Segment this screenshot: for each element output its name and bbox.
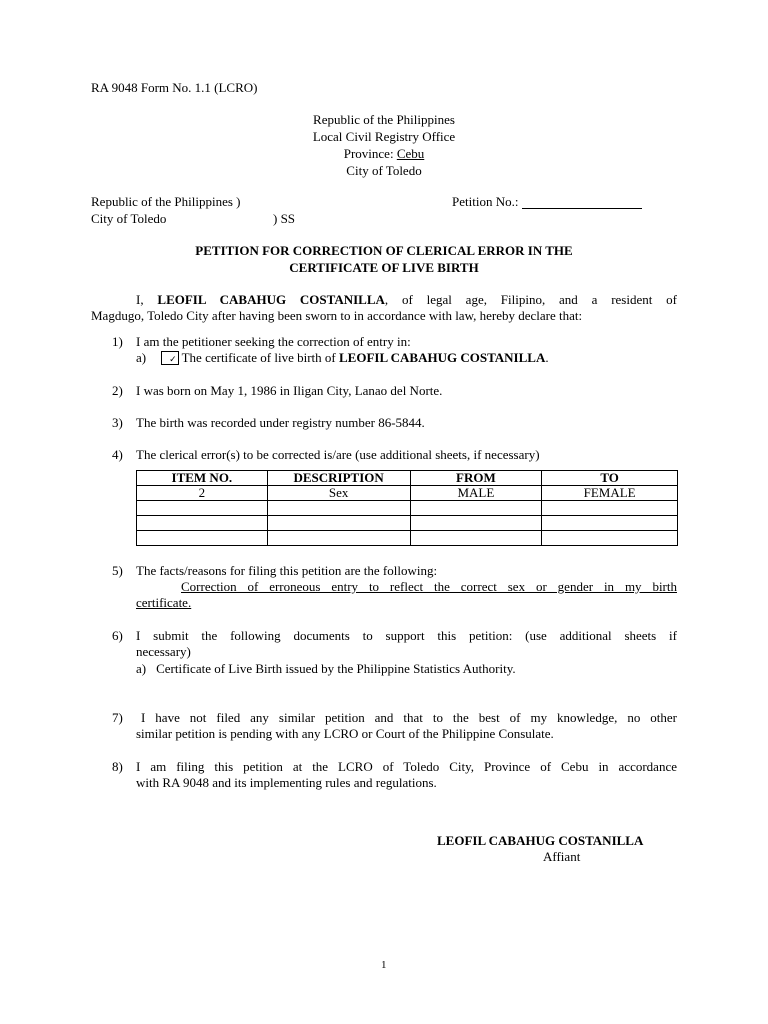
header-item-no: ITEM NO. (137, 471, 268, 486)
petition-number (452, 193, 642, 210)
item-1-number: 1) (112, 334, 123, 349)
venue-city: City of Toledo (91, 211, 167, 226)
header-city: City of Toledo (346, 163, 422, 178)
item-4-number: 4) (112, 447, 123, 462)
header-office: Local Civil Registry Office (312, 129, 456, 144)
venue-ss: ) SS (273, 211, 296, 226)
clerical-error-table (136, 470, 678, 546)
table-row (137, 531, 678, 546)
petition-title: PETITION FOR CORRECTION OF CLERICAL ERROR IN THE CERTIFICATE OF LIVE BIRTH (195, 243, 573, 275)
page-number: 1 (381, 959, 387, 971)
item-3-text: The birth was recorded under registry number 86-5844. (136, 415, 425, 430)
item-6a: a) Certificate of Live Birth issued by the Philippine Statistics Authority. (136, 661, 516, 676)
item-8-line-1: I am filing this petition at the LCRO of Toledo City, Province of Cebu in accordance (136, 759, 677, 774)
item-7-line-2: similar petition is pending with any LCRO or Court of the Philippine Consulate. (136, 726, 554, 741)
document-header (234, 111, 534, 179)
form-id: RA 9048 Form No. 1.1 (LCRO) (91, 80, 258, 95)
item-5-number: 5) (112, 563, 123, 578)
item-7-number: 7) (112, 710, 123, 725)
header-province: Province: Cebu (343, 146, 425, 161)
reason-line-2: certificate. (136, 595, 192, 610)
item-6-line-1: I submit the following documents to support this petition: (use additional sheets if (136, 628, 677, 643)
cell-description: Sex (267, 486, 410, 501)
item-8-line-2: with RA 9048 and its implementing rules and regulations. (136, 775, 437, 790)
province-value: Cebu (396, 146, 425, 161)
table-row (137, 486, 678, 501)
venue-line-1: Republic of the Philippines ) (91, 194, 241, 209)
petitioner-name: LEOFIL CABAHUG COSTANILLA (157, 292, 385, 307)
header-from: FROM (410, 471, 542, 486)
petition-number-label: Petition No.: (452, 194, 519, 209)
item-8-number: 8) (112, 759, 123, 774)
item-2-text: I was born on May 1, 1986 in Iligan City, Lanao del Norte. (136, 383, 443, 398)
intro-line-2: Magdugo, Toledo City after having been sworn to in accordance with law, hereby declare that: (91, 308, 583, 323)
petition-number-field[interactable] (522, 194, 642, 209)
table-header-row (137, 471, 678, 486)
item-1a: a) ✓ The certificate of live birth of LEOFIL CABAHUG COSTANILLA. (136, 350, 549, 365)
header-republic: Republic of the Philippines (313, 112, 455, 127)
item-3-number: 3) (112, 415, 123, 430)
cell-from: MALE (410, 486, 542, 501)
item-5-text: The facts/reasons for filing this petition are the following: (136, 563, 438, 578)
certificate-checkbox[interactable] (161, 351, 179, 365)
intro-line-1: I, LEOFIL CABAHUG COSTANILLA, of legal age, Filipino, and a resident of (136, 292, 677, 307)
table-row (137, 516, 678, 531)
header-to: TO (542, 471, 678, 486)
item-2-number: 2) (112, 383, 123, 398)
cell-item-no: 2 (137, 486, 268, 501)
item-6-line-2: necessary) (136, 644, 191, 659)
checkmark-icon: ✓ (169, 354, 177, 364)
item-7-line-1: I have not filed any similar petition and that to the best of my knowledge, no other (141, 710, 677, 725)
table-row (137, 501, 678, 516)
header-description: DESCRIPTION (267, 471, 410, 486)
affiant-label: Affiant (543, 849, 581, 864)
affiant-name: LEOFIL CABAHUG COSTANILLA (437, 833, 644, 848)
item-1-text: I am the petitioner seeking the correction of entry in: (136, 334, 411, 349)
cell-to: FEMALE (542, 486, 678, 501)
item-6-number: 6) (112, 628, 123, 643)
reason-line-1: Correction of erroneous entry to reflect the correct sex or gender in my birth (181, 579, 677, 594)
item-4-text: The clerical error(s) to be corrected is/are (use additional sheets, if necessary) (136, 447, 540, 462)
